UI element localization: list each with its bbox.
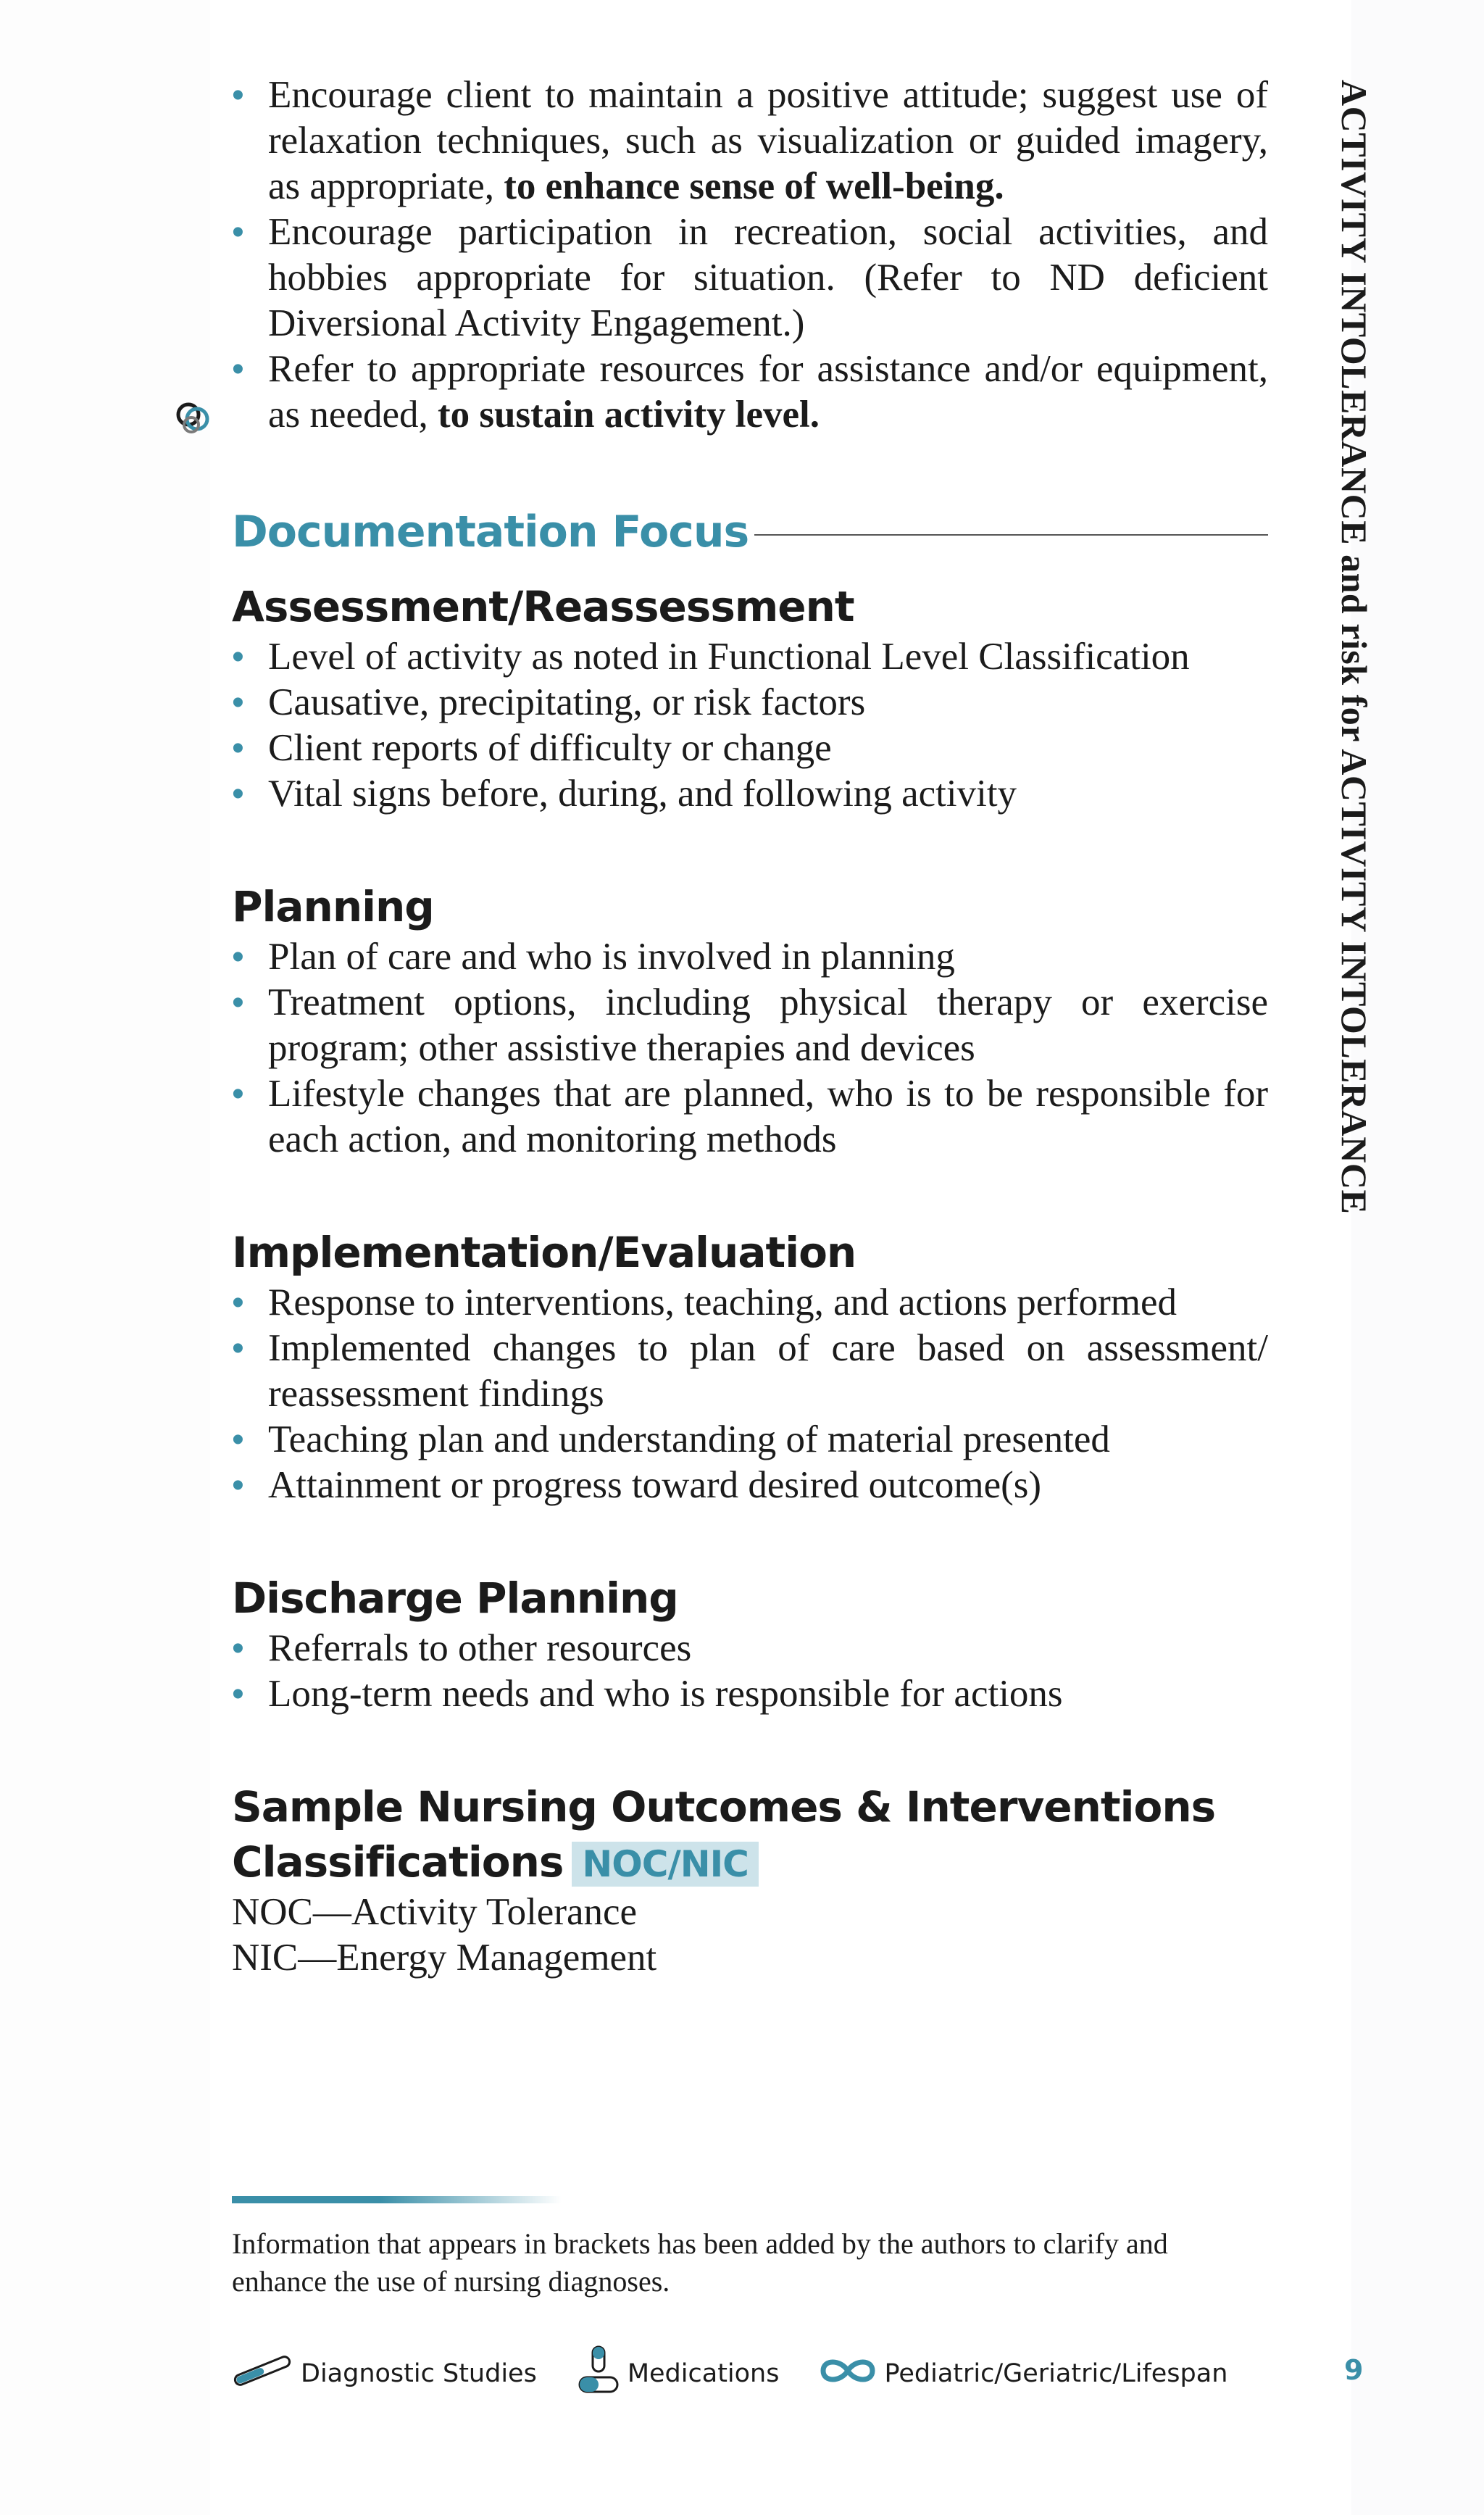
bullet-rationale: to enhance sense of well-being.	[504, 165, 1004, 207]
legend-label: Diagnostic Studies	[301, 2359, 537, 2388]
implementation-list	[232, 1280, 1268, 1508]
side-tab-title: ACTIVITY INTOLERANCE and risk for ACTIVITY INTOLERANCE	[1334, 80, 1375, 1215]
list-item	[232, 209, 1268, 346]
list-item: • Level of activity as noted in Functional Level Classification	[232, 634, 1268, 680]
legend-label: Medications	[627, 2359, 780, 2388]
main-content	[232, 72, 1268, 1981]
list-item: • Client reports of difficulty or change	[232, 726, 1268, 771]
footnote: Information that appears in brackets has been added by the authors to clarify and enhance the use of nursing diagnoses.	[232, 2227, 1168, 2298]
planning-heading: Planning	[232, 882, 434, 931]
list-item	[232, 346, 1268, 438]
noc-line: NOC—Activity Tolerance	[232, 1891, 638, 1933]
list-item: • Vital signs before, during, and following activity	[232, 771, 1268, 817]
sample-heading-line1: Sample Nursing Outcomes & Interventions	[232, 1782, 1216, 1832]
legend-lifespan	[819, 2355, 1227, 2393]
sample-heading	[232, 1779, 1268, 1890]
documentation-focus-header	[232, 507, 1268, 557]
legend-label: Pediatric/Geriatric/Lifespan	[884, 2359, 1228, 2388]
section-title: Documentation Focus	[232, 507, 749, 557]
noc-nic-tag: NOC/NIC	[572, 1842, 758, 1887]
bullet-text: Encourage participation in recreation, social activities, and hobbies appropriate for situation. (Refer to ND deficient Diversional Activity Engagement.)	[268, 211, 1268, 344]
left-margin	[0, 0, 210, 2515]
discharge-list	[232, 1626, 1268, 1717]
list-item	[232, 72, 1268, 209]
list-item: • Response to interventions, teaching, and actions performed	[232, 1280, 1268, 1326]
discharge-heading: Discharge Planning	[232, 1574, 678, 1623]
pill-icon	[577, 2345, 628, 2403]
assessment-list	[232, 634, 1268, 817]
nic-line: NIC—Energy Management	[232, 1937, 657, 1979]
side-tab	[1333, 80, 1406, 1355]
bullet-text: Refer to appropriate resources for assistance and/or equipment, as needed,	[268, 348, 1268, 436]
list-item: • Treatment options, including physical therapy or exercise program; other assistive therapies and devices	[232, 980, 1268, 1071]
bullet-rationale: to sustain activity level.	[437, 394, 820, 436]
list-item: • Plan of care and who is involved in planning	[232, 934, 1268, 980]
infinity-icon	[819, 2355, 884, 2393]
intervention-list	[232, 72, 1268, 438]
list-item: • Attainment or progress toward desired outcome(s)	[232, 1463, 1268, 1508]
footnote-rule	[232, 2196, 562, 2203]
legend-diagnostic	[232, 2353, 537, 2395]
list-item: • Teaching plan and understanding of material presented	[232, 1417, 1268, 1463]
planning-list	[232, 934, 1268, 1163]
list-item: • Lifestyle changes that are planned, who is to be responsible for each action, and monitoring methods	[232, 1071, 1268, 1163]
collaborative-icon	[172, 397, 216, 441]
icon-legend	[232, 2348, 1267, 2399]
implementation-heading: Implementation/Evaluation	[232, 1228, 856, 1277]
test-tube-icon	[232, 2353, 301, 2395]
sample-heading-line2: Classifications	[232, 1837, 564, 1887]
list-item: • Referrals to other resources	[232, 1626, 1268, 1671]
assessment-heading: Assessment/Reassessment	[232, 582, 854, 631]
title-rule	[754, 534, 1268, 536]
list-item: • Implemented changes to plan of care based on assessment/ reassessment findings	[232, 1326, 1268, 1417]
legend-medications	[577, 2345, 780, 2403]
list-item: • Causative, precipitating, or risk factors	[232, 680, 1268, 726]
page-number: 9	[1344, 2354, 1364, 2386]
list-item: • Long-term needs and who is responsible for actions	[232, 1671, 1268, 1717]
bullet-text: Encourage client to maintain a positive attitude; suggest use of relaxation techniques, such as visualization or guided imagery, as appropriate,	[268, 74, 1268, 207]
